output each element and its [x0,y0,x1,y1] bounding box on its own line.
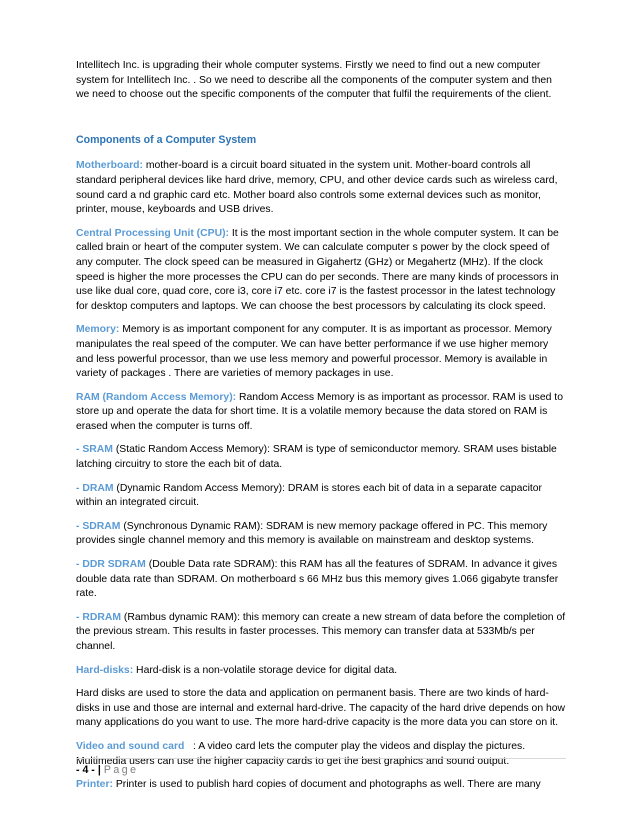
paragraph-text: Printer is used to publish hard copies of document and photographs as well. There are many [112,779,541,791]
term-label: Central Processing Unit (CPU): [76,227,229,239]
page-content [76,59,566,802]
term-label: Motherboard: [76,160,143,172]
paragraph-text: (Synchronous Dynamic RAM): SDRAM is new memory package offered in PC. This memory provides single channel memory and this memory is available on mainstream and desktop systems. [76,520,548,547]
term-label: Video and sound card [76,740,185,752]
paragraph-sdram [76,520,566,549]
paragraph-rdram [76,611,566,655]
term-label: - SRAM [76,444,113,456]
term-label: - DDR SDRAM [76,559,146,571]
paragraph-cpu [76,227,566,315]
paragraph-text: (Static Random Access Memory): SRAM is type of semiconductor memory. SRAM uses bistable latching circuitry to store the each bit of data. [76,444,557,471]
paragraph-text: (Double Data rate SDRAM): this RAM has all the features of SDRAM. In advance it gives double data rate than SDRAM. On motherboard s 66 MHz bus this memory gives 1.066 gigabyte transfer rate. [76,559,559,600]
paragraph-text: Hard disks are used to store the data and application on permanent basis. There are two kinds of hard-disks in use and those are internal and external hard-drive. The capacity of the hard drive depends on how many applications do you want to use. The more hard-drive capacity is the more data you can store on it. [76,688,566,729]
paragraph-text: Memory is as important component for any computer. It is as important as processor. Memory manipulates the real speed of the computer. We can have better performance if we use higher memory and less powerful processor, than we use less memory and powerful processor. Memory is available in variety of packages . There are varieties of memory packages in use. [76,324,552,380]
term-label: - DRAM [76,482,114,494]
paragraph-text: It is the most important section in the whole computer system. It can be called brain or heart of the computer system. We can calculate computer s power by the clock speed of any computer. The clock speed can be measured in Gigahertz (GHz) or Megahertz (MHz). If the clock speed is higher the more processes the CPU can do per seconds. There are many kinds of processors in use like dual core, quad core, core i3, core i7 etc. core i7 is the fastest processor in the latest technology for desktop computers and laptops. We can choose the best processors by calculating its clock speed. [76,227,559,312]
term-label: Memory: [76,324,120,336]
page-number: - 4 - [76,764,95,776]
paragraph-memory [76,323,566,381]
term-label: Printer: [76,779,113,791]
paragraph-sram [76,443,566,472]
paragraph-ddr-sdram [76,558,566,602]
paragraph-text: (Dynamic Random Access Memory): DRAM is stores each bit of data in a separate capacitor within an integrated circuit. [76,482,543,509]
footer-separator: | [97,764,101,776]
paragraph-text: mother-board is a circuit board situated in the system unit. Mother-board controls all standard peripheral devices like hard drive, memory, CPU, and other device cards such as wireless card, sound card a nd graphic card etc. Mother board also controls some external devices such as monitor, printer, mouse, keyboards and USB drives. [76,160,558,216]
paragraph-motherboard [76,159,566,217]
paragraph-printer [76,778,566,793]
paragraph-hard-disks [76,664,566,679]
page-label: Page [103,764,139,776]
paragraph-ram [76,391,566,435]
term-label: - SDRAM [76,520,121,532]
paragraph-text: Hard-disk is a non-volatile storage device for digital data. [133,664,398,676]
paragraph-text: (Rambus dynamic RAM): this memory can create a new stream of data before the completion of the previous stream. This results in faster processes. This memory can transfer data at 533Mb/s per channel. [76,611,566,652]
section-heading: Components of a Computer System [76,133,257,146]
paragraph-text: : A video card lets the computer play the videos and display the pictures. Multimedia users can use the higher capacity cards to get the best graphics and sound output. [76,740,529,767]
paragraph-text: Random Access Memory is as important as processor. RAM is used to store up and operate the data for short time. It is a volatile memory because the data stored on RAM is erased when the computer is turns off. [76,391,563,432]
term-label: RAM (Random Access Memory): [76,391,237,403]
paragraph-hard-disks-detail [76,687,566,731]
paragraph-dram [76,482,566,511]
term-label: - RDRAM [76,611,122,623]
page-footer [76,758,566,777]
term-label: Hard-disks: [76,664,134,676]
intro-paragraph: Intellitech Inc. is upgrading their whole computer systems. Firstly we need to find out a new computer system for Intellitech Inc. . So we need to describe all the components of the computer system and then we need to choose out the specific components of the computer that fulfil the requirements of the client. [76,60,552,101]
